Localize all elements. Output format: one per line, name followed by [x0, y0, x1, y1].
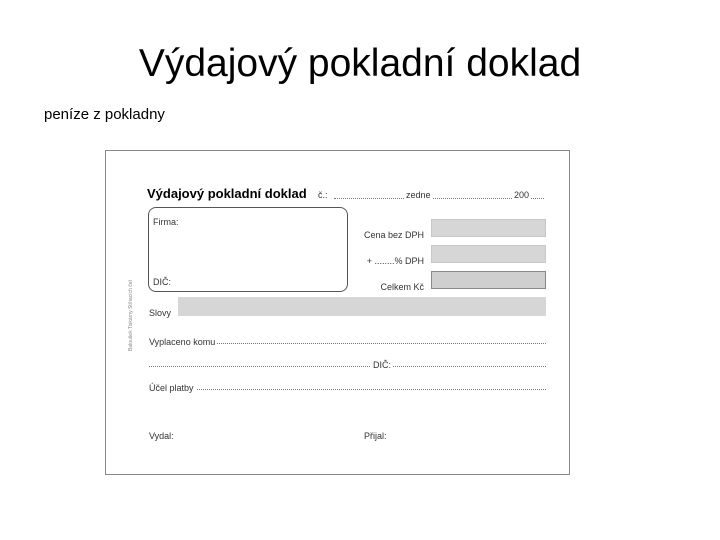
dic-label: DIČ:: [153, 277, 171, 287]
date-label: zedne: [406, 190, 431, 200]
purpose-label: Účel platby: [149, 383, 194, 393]
side-text: Baloušek Tiskárny Stíhacích čet: [128, 280, 134, 351]
year-label: 200: [514, 190, 530, 200]
purpose-line: [149, 389, 546, 390]
price-without-vat-label: Cena bez DPH: [363, 230, 424, 240]
number-label: č.:: [318, 190, 328, 200]
price-without-vat-field: [431, 219, 546, 237]
words-label: Slovy: [149, 308, 172, 318]
company-label: Firma:: [153, 217, 179, 227]
paid-to-label: Vyplaceno komu: [149, 337, 216, 347]
slide-subtitle: peníze z pokladny: [44, 106, 165, 123]
dic2-line: [149, 366, 546, 367]
form-title: Výdajový pokladní doklad: [147, 186, 307, 201]
receipt-form: [105, 150, 570, 475]
dic2-label: DIČ:: [373, 360, 391, 370]
words-field: [178, 297, 546, 316]
vat-label: + ........% DPH: [366, 256, 424, 266]
slide-title: Výdajový pokladní doklad: [138, 42, 582, 85]
received-by-label: Přijal:: [364, 431, 387, 441]
issued-by-label: Vydal:: [149, 431, 174, 441]
total-field: [431, 271, 546, 289]
total-label: Celkem Kč: [380, 282, 424, 292]
vat-field: [431, 245, 546, 263]
